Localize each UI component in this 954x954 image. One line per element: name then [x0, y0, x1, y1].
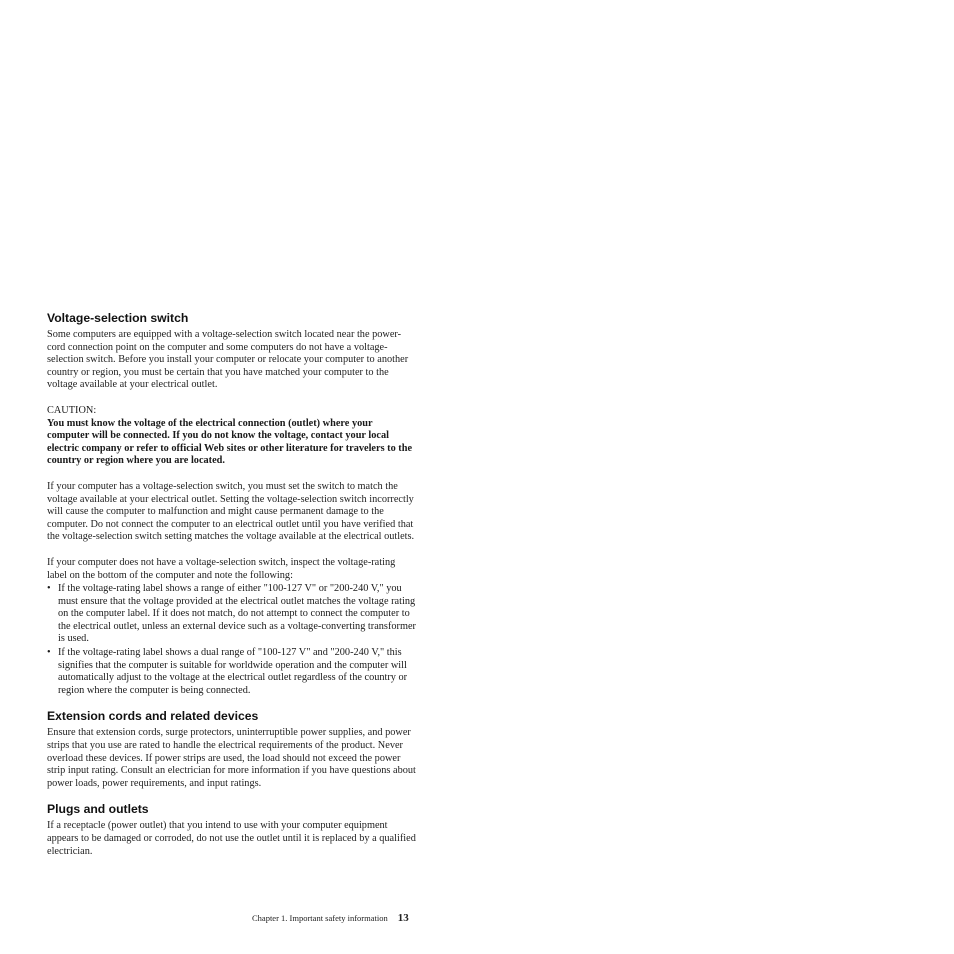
caution-label: CAUTION:	[47, 404, 97, 416]
heading-voltage-selection-switch: Voltage-selection switch	[47, 311, 189, 325]
list-item	[47, 583, 417, 646]
caution-text: You must know the voltage of the electrical connection (outlet) where your computer will be connected. If you do not know the voltage, contact your local electric company or refer to official Web sites or other literature for travelers to the country or region where you are located.	[47, 417, 413, 467]
page-number: 13	[397, 912, 409, 924]
page-footer	[252, 912, 409, 924]
list-item	[47, 647, 417, 697]
heading-plugs-and-outlets: Plugs and outlets	[47, 802, 149, 817]
heading-extension-cords: Extension cords and related devices	[47, 709, 259, 724]
extension-cords-paragraph: Ensure that extension cords, surge protectors, uninterruptible power supplies, and power strips that you use are rated to handle the electrical requirements of the product. Never overload these devices. If power strips are used, the load should not exceed the power strip input rating. Consult an electrician for more information if you have questions about power loads, power requirements, and input ratings.	[47, 727, 416, 789]
text-column	[47, 311, 417, 858]
bullet-text: If the voltage-rating label shows a range of either "100-127 V" or "200-240 V," you must ensure that the voltage provided at the electrical outlet matches the voltage rating on the computer label. If it does not match, do not attempt to connect the computer to the electrical outlet, unless an external device such as a voltage-converting transformer is used.	[58, 583, 416, 645]
voltage-bullet-list	[47, 583, 417, 697]
voltage-switch-paragraph: If your computer has a voltage-selection switch, you must set the switch to match the voltage available at your electrical outlet. Setting the voltage-selection switch incorrectly will cause the computer to malfunction and might cause permanent damage to the computer. Do not connect the computer to an electrical outlet until you have verified that the voltage-selection switch setting matches the voltage available at the electrical outlets.	[47, 480, 415, 543]
bullet-glyph: •	[47, 583, 51, 595]
voltage-rating-paragraph: If your computer does not have a voltage-selection switch, inspect the voltage-rating label on the bottom of the computer and note the following:	[47, 556, 396, 581]
bullet-glyph: •	[47, 647, 51, 659]
bullet-text: If the voltage-rating label shows a dual range of "100-127 V" and "200-240 V," this signifies that the computer is suitable for worldwide operation and the computer will automatically adjust to the voltage at the electrical outlet regardless of the country or region where the computer is being connected.	[58, 647, 408, 696]
footer-chapter-title: Chapter 1. Important safety information	[252, 913, 388, 923]
plugs-outlets-paragraph: If a receptacle (power outlet) that you intend to use with your computer equipment appears to be damaged or corroded, do not use the outlet until it is replaced by a qualified electrician.	[47, 820, 416, 857]
voltage-intro-paragraph: Some computers are equipped with a voltage-selection switch located near the power-cord connection point on the computer and some computers do not have a voltage-selection switch. Before you install your computer or relocate your computer to another country or region, you must be certain that you have matched your computer to the voltage available at your electrical outlet.	[47, 329, 409, 391]
